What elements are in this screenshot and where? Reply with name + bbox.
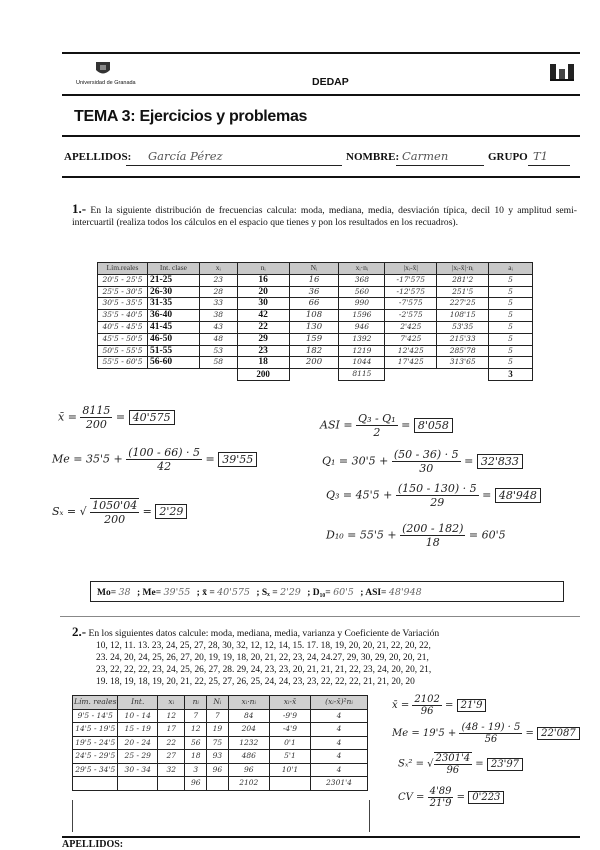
ex1-mean-calc: x̄ = $\frac{8115}{200}$ = 40'575 bbox=[58, 404, 175, 431]
q3-fraction bbox=[396, 482, 479, 509]
ex1-table-row bbox=[98, 274, 533, 286]
median-lhs: Me = 35'5 + bbox=[52, 452, 123, 466]
grupo-line bbox=[528, 165, 570, 166]
ex1-table-cell: 946 bbox=[339, 321, 385, 333]
mean-num: 8115 bbox=[82, 404, 111, 417]
ex1-header-cell: xᵢ bbox=[199, 263, 237, 275]
q3-num: (150 - 130) · 5 bbox=[397, 482, 477, 495]
ex2-total-cell bbox=[207, 777, 229, 791]
ex2-table-row bbox=[73, 723, 368, 737]
d10-den: 18 bbox=[425, 536, 440, 549]
ex1-median-calc: Me = 35'5 + $\frac{(100 - 66) \cdot 5}{42}$ = 39'55 bbox=[52, 446, 257, 473]
ex2-header-cell: Lím. reales bbox=[73, 696, 118, 710]
ex2-table-cell: 12 bbox=[185, 723, 207, 737]
ex2-mean-calc: x̄ = $\frac{2102}{96}$ = 21'9 bbox=[392, 694, 486, 717]
ex1-table-cell: 45'5 - 50'5 bbox=[98, 333, 148, 345]
ex2-total-cell: 96 bbox=[185, 777, 207, 791]
q3-lhs: Q₃ = 45'5 + bbox=[326, 488, 393, 502]
ex2-var-result-box: 23'97 bbox=[487, 758, 523, 771]
ex1-header-cell: Int. clase bbox=[147, 263, 199, 275]
ex1-table-cell: 20 bbox=[237, 286, 289, 298]
ex1-table-cell: 38 bbox=[199, 310, 237, 322]
student-rule bbox=[62, 176, 580, 178]
ex2-table-cell: 96 bbox=[228, 763, 269, 777]
ex1-table-cell: 5 bbox=[489, 357, 533, 369]
q1-result-box: 32'833 bbox=[477, 454, 523, 469]
ex1-table-cell: 5 bbox=[489, 310, 533, 322]
ex2-table-cell: 14'5 - 19'5 bbox=[73, 723, 118, 737]
ex2-var-den: 96 bbox=[446, 765, 460, 776]
ex1-table-cell: 200 bbox=[289, 357, 339, 369]
ex1-table-row bbox=[98, 298, 533, 310]
ex1-header-cell: nᵢ bbox=[237, 263, 289, 275]
university-logo bbox=[92, 60, 114, 78]
ex1-table-row bbox=[98, 333, 533, 345]
ex2-table-cell: 486 bbox=[228, 750, 269, 764]
median-num: (100 - 66) · 5 bbox=[128, 446, 200, 459]
ex2-header-row bbox=[73, 696, 368, 710]
summary-mean-label: ; x̄ = bbox=[196, 588, 215, 598]
ex1-table-cell: 313'65 bbox=[437, 357, 489, 369]
ex1-table-cell: 16 bbox=[237, 274, 289, 286]
ex2-table-cell: 93 bbox=[207, 750, 229, 764]
ex2-header-cell: xᵢ·nᵢ bbox=[228, 696, 269, 710]
ex2-data-line: 23. 24, 20, 24, 25, 26, 27, 20, 19, 19, 18, 20, 21, 22, 23, 24, 24.27, 29, 30, 29, 20, 20, 21, bbox=[96, 653, 429, 663]
d10-fraction bbox=[400, 522, 465, 549]
sd-fraction bbox=[90, 498, 139, 526]
ex1-table-cell: 22 bbox=[237, 321, 289, 333]
ex2-table-cell: 4 bbox=[311, 736, 368, 750]
ex1-table-cell: 12'425 bbox=[385, 345, 437, 357]
ex1-table-cell: 20'5 - 25'5 bbox=[98, 274, 148, 286]
ex1-table-cell: 66 bbox=[289, 298, 339, 310]
ex2-text: En los siguientes datos calcule: moda, mediana, media, varianza y Coeficiente de Variación bbox=[88, 628, 440, 639]
ex2-data-line: 19. 18, 19, 18, 19, 20, 21, 22, 25, 27, 26, 25, 24, 24, 23, 23, 22, 22, 22, 21, 21, 20, 20 bbox=[96, 677, 415, 687]
q3-den: 29 bbox=[430, 496, 445, 509]
ex1-total-cell bbox=[437, 369, 489, 381]
ex2-cv-den: 21'9 bbox=[429, 798, 452, 809]
ex2-header-cell: nᵢ bbox=[185, 696, 207, 710]
ex1-summary-box bbox=[90, 581, 564, 602]
ex1-table-cell: 5 bbox=[489, 321, 533, 333]
page-title: TEMA 3: Ejercicios y problemas bbox=[74, 108, 308, 125]
ex2-mean-result-box: 21'9 bbox=[457, 699, 487, 712]
ex2-table-cell: -9'9 bbox=[269, 709, 310, 723]
ex1-table-cell: 58 bbox=[199, 357, 237, 369]
mean-lhs: x̄ = bbox=[58, 410, 77, 424]
ex1-table-cell: -2'575 bbox=[385, 310, 437, 322]
ex2-header-cell: Nᵢ bbox=[207, 696, 229, 710]
ex2-number: 2.- bbox=[72, 624, 87, 639]
ex2-table-cell: 5'1 bbox=[269, 750, 310, 764]
university-name: Universidad de Granada bbox=[76, 80, 136, 86]
grupo-value[interactable]: T1 bbox=[533, 149, 548, 163]
sd-den: 200 bbox=[104, 513, 126, 526]
ex2-table-cell: 4 bbox=[311, 750, 368, 764]
summary-mo-label: Mo= bbox=[97, 588, 117, 598]
ex1-q1-calc: Q₁ = 30'5 + $\frac{(50 - 36) \cdot 5}{30}$ = 32'833 bbox=[322, 448, 523, 475]
ex2-mean-num: 2102 bbox=[414, 694, 440, 705]
ex2-table-cell: 25 - 29 bbox=[118, 750, 158, 764]
ex2-table-cell: 15 - 19 bbox=[118, 723, 158, 737]
ex2-median-num: (48 - 19) · 5 bbox=[461, 722, 521, 733]
ex1-table-cell: 42 bbox=[237, 310, 289, 322]
ex2-statement bbox=[72, 626, 577, 640]
top-rule bbox=[62, 52, 580, 54]
title-rule bbox=[62, 135, 580, 137]
ex1-total-cell bbox=[385, 369, 437, 381]
ex1-table-cell: 33 bbox=[199, 298, 237, 310]
ex2-table-row bbox=[73, 736, 368, 750]
ex1-header-cell: |xᵢ-x̄| bbox=[385, 263, 437, 275]
ex1-table-cell: 28 bbox=[199, 286, 237, 298]
ex2-table-cell: 56 bbox=[185, 736, 207, 750]
summary-asi-value: 48'948 bbox=[388, 587, 422, 598]
apellidos-line bbox=[126, 165, 342, 166]
ex1-table-cell: 5 bbox=[489, 333, 533, 345]
ex2-mean-fraction bbox=[412, 694, 441, 717]
ex2-table-cell: 20 - 24 bbox=[118, 736, 158, 750]
ex2-header-cell: xᵢ bbox=[158, 696, 185, 710]
ex2-cv-fraction bbox=[428, 786, 454, 809]
ex1-header-cell: Lím.reales bbox=[98, 263, 148, 275]
ex2-var-calc: Sₓ² = √ $\frac{2301'4}{96}$ = 23'97 bbox=[398, 752, 523, 776]
ex2-table-cell: 75 bbox=[207, 736, 229, 750]
median-result-box: 39'55 bbox=[218, 452, 257, 467]
ex1-table-cell: 41-45 bbox=[147, 321, 199, 333]
ex1-table-row bbox=[98, 357, 533, 369]
ex1-table-cell: 1596 bbox=[339, 310, 385, 322]
ex2-var-lhs: Sₓ² = bbox=[398, 758, 424, 770]
ex2-total-cell bbox=[118, 777, 158, 791]
ex1-table-cell: 215'33 bbox=[437, 333, 489, 345]
ex1-table bbox=[97, 262, 533, 381]
ex1-table-cell: 16 bbox=[289, 274, 339, 286]
ex1-table-cell: 7'425 bbox=[385, 333, 437, 345]
ex1-table-cell: 23 bbox=[199, 274, 237, 286]
ex1-table-cell: 18 bbox=[237, 357, 289, 369]
ex2-table bbox=[72, 695, 368, 791]
ex1-table-cell: 36-40 bbox=[147, 310, 199, 322]
ex1-table-cell: 53'35 bbox=[437, 321, 489, 333]
ex1-table-cell: 108 bbox=[289, 310, 339, 322]
ex1-table-cell: -12'575 bbox=[385, 286, 437, 298]
ex2-table-cell: 19'5 - 24'5 bbox=[73, 736, 118, 750]
ex2-table-row bbox=[73, 709, 368, 723]
ex2-table-cell: 9'5 - 14'5 bbox=[73, 709, 118, 723]
ex2-table-cell: 7 bbox=[185, 709, 207, 723]
median-fraction bbox=[126, 446, 202, 473]
ex1-table-cell: 51-55 bbox=[147, 345, 199, 357]
ex1-table-cell: 29 bbox=[237, 333, 289, 345]
ex2-cv-result-box: 0'223 bbox=[468, 791, 504, 804]
ex2-table-cell: 12 bbox=[158, 709, 185, 723]
ex1-total-row bbox=[98, 369, 533, 381]
ex2-table-cell: 17 bbox=[158, 723, 185, 737]
ex2-table-cell: 29'5 - 34'5 bbox=[73, 763, 118, 777]
asi-den: 2 bbox=[373, 426, 381, 439]
mean-den: 200 bbox=[85, 418, 107, 431]
ex1-table-cell: 25'5 - 30'5 bbox=[98, 286, 148, 298]
asi-fraction bbox=[356, 412, 398, 439]
ex2-median-calc: Me = 19'5 + $\frac{(48 - 19) \cdot 5}{56}$ = 22'087 bbox=[392, 722, 580, 745]
ex1-table-cell: 46-50 bbox=[147, 333, 199, 345]
ex1-table-cell: 1392 bbox=[339, 333, 385, 345]
ex2-median-den: 56 bbox=[484, 734, 498, 745]
ex1-total-cell bbox=[98, 369, 148, 381]
summary-mo-value: 38 bbox=[118, 587, 131, 598]
ex1-total-cell bbox=[289, 369, 339, 381]
sd-lhs: Sₓ = √ bbox=[52, 505, 87, 518]
ex2-table-cell: 96 bbox=[207, 763, 229, 777]
footer-apellidos-label: APELLIDOS: bbox=[62, 839, 124, 850]
ex2-median-result-box: 22'087 bbox=[537, 727, 580, 740]
ex2-table-cell: 22 bbox=[158, 736, 185, 750]
ex1-header-cell: |xᵢ-x̄|·nᵢ bbox=[437, 263, 489, 275]
d10-num: (200 - 182) bbox=[402, 522, 464, 535]
ex2-table-cell: 0'1 bbox=[269, 736, 310, 750]
mean-fraction bbox=[80, 404, 112, 431]
ex2-var-num: 2301'4 bbox=[435, 753, 471, 764]
ex1-table-cell: 368 bbox=[339, 274, 385, 286]
footer-rule bbox=[62, 836, 580, 838]
ex1-table-row bbox=[98, 310, 533, 322]
ex1-text: En la siguiente distribución de frecuencias calcula: moda, mediana, media, desviación típica, decil 10 y amplitud semi-intercuartil (realiza todos los cálculos en el espacio que tienes y pon los resultados en los recuadros). bbox=[72, 205, 577, 228]
d10-result: = 60'5 bbox=[468, 528, 506, 542]
ex1-sd-calc: Sₓ = √ $\frac{1050'04}{200}$ = 2'29 bbox=[52, 498, 187, 526]
ex1-table-cell: -7'575 bbox=[385, 298, 437, 310]
ex1-table-cell: 285'78 bbox=[437, 345, 489, 357]
ex1-q3-calc: Q₃ = 45'5 + $\frac{(150 - 130) \cdot 5}{29}$ = 48'948 bbox=[326, 482, 541, 509]
summary-d10-label: ; D₁₀= bbox=[307, 588, 331, 598]
ex1-number: 1.- bbox=[72, 201, 87, 216]
ex2-data bbox=[96, 640, 580, 688]
ex1-table-cell: 990 bbox=[339, 298, 385, 310]
ex1-table-row bbox=[98, 321, 533, 333]
ex2-median-fraction bbox=[459, 722, 522, 745]
ex1-table-cell: 1044 bbox=[339, 357, 385, 369]
q1-den: 30 bbox=[419, 462, 434, 475]
ex2-table-cell: 10'1 bbox=[269, 763, 310, 777]
nombre-value[interactable]: Carmen bbox=[402, 149, 449, 163]
summary-me-value: 39'55 bbox=[163, 587, 191, 598]
ex1-total-cell bbox=[147, 369, 199, 381]
dept-label: DEDAP bbox=[312, 76, 349, 88]
nombre-line bbox=[396, 165, 484, 166]
d10-lhs: D₁₀ = 55'5 + bbox=[326, 528, 397, 542]
ex1-header-cell: aᵢ bbox=[489, 263, 533, 275]
dept-logo bbox=[548, 62, 576, 82]
ex1-table-cell: 108'15 bbox=[437, 310, 489, 322]
ex2-table-cell: 18 bbox=[185, 750, 207, 764]
ex1-table-cell: 2'425 bbox=[385, 321, 437, 333]
ex1-total-cell: 8115 bbox=[339, 369, 385, 381]
sd-result-box: 2'29 bbox=[155, 504, 187, 519]
ex1-table-cell: 182 bbox=[289, 345, 339, 357]
ex1-table-cell: 281'2 bbox=[437, 274, 489, 286]
summary-asi-label: ; ASI= bbox=[360, 588, 387, 598]
ex1-table-cell: 36 bbox=[289, 286, 339, 298]
ex1-header-cell: Nᵢ bbox=[289, 263, 339, 275]
q3-result-box: 48'948 bbox=[495, 488, 541, 503]
ex2-cv-lhs: CV = bbox=[398, 792, 425, 803]
ex1-table-cell: 43 bbox=[199, 321, 237, 333]
ex2-table-cell: 4 bbox=[311, 709, 368, 723]
ex1-table-cell: 56-60 bbox=[147, 357, 199, 369]
ex1-table-cell: 35'5 - 40'5 bbox=[98, 310, 148, 322]
ex2-cv-calc: CV = $\frac{4'89}{21'9}$ = 0'223 bbox=[398, 786, 504, 809]
ex2-total-cell bbox=[158, 777, 185, 791]
ex1-statement bbox=[72, 203, 577, 228]
ex1-table-cell: 30'5 - 35'5 bbox=[98, 298, 148, 310]
ex2-data-line: 23, 22, 22, 22, 23, 24, 25, 26, 27, 28. 29, 24, 23, 23, 20, 21, 21, 21, 22, 23, 24, 20, 20, 21, bbox=[96, 665, 432, 675]
ex2-total-cell bbox=[269, 777, 310, 791]
ex1-table-cell: 1219 bbox=[339, 345, 385, 357]
ex1-table-cell: 17'425 bbox=[385, 357, 437, 369]
ex2-mean-den: 96 bbox=[420, 706, 434, 717]
mean-result-box: 40'575 bbox=[129, 410, 175, 425]
grupo-label: GRUPO bbox=[488, 151, 528, 163]
ex1-table-cell: 31-35 bbox=[147, 298, 199, 310]
ex2-header-cell: xᵢ-x̄ bbox=[269, 696, 310, 710]
ex2-total-cell bbox=[73, 777, 118, 791]
asi-num: Q₃ - Q₁ bbox=[358, 412, 396, 425]
ex1-table-cell: 53 bbox=[199, 345, 237, 357]
ex1-table-cell: 55'5 - 60'5 bbox=[98, 357, 148, 369]
ex2-header-cell: Int. bbox=[118, 696, 158, 710]
ex2-table-cell: 7 bbox=[207, 709, 229, 723]
ex1-table-cell: 227'25 bbox=[437, 298, 489, 310]
ex1-table-cell: 5 bbox=[489, 345, 533, 357]
ex1-total-cell: 200 bbox=[237, 369, 289, 381]
ex1-table-cell: -17'575 bbox=[385, 274, 437, 286]
ex2-table-cell: 4 bbox=[311, 723, 368, 737]
ex1-table-cell: 251'5 bbox=[437, 286, 489, 298]
q1-lhs: Q₁ = 30'5 + bbox=[322, 454, 389, 468]
q1-fraction bbox=[392, 448, 461, 475]
ex1-table-cell: 5 bbox=[489, 298, 533, 310]
ex1-table-cell: 26-30 bbox=[147, 286, 199, 298]
ex1-header-cell: xᵢ·nᵢ bbox=[339, 263, 385, 275]
ex1-table-cell: 5 bbox=[489, 274, 533, 286]
ex1-table-cell: 21-25 bbox=[147, 274, 199, 286]
ex1-total-cell bbox=[199, 369, 237, 381]
ex1-table-cell: 50'5 - 55'5 bbox=[98, 345, 148, 357]
apellidos-label: APELLIDOS: bbox=[64, 151, 132, 163]
ex1-table-cell: 130 bbox=[289, 321, 339, 333]
ex2-table-cell: 24'5 - 29'5 bbox=[73, 750, 118, 764]
ex2-table-cell: 10 - 14 bbox=[118, 709, 158, 723]
ex2-table-cell: 27 bbox=[158, 750, 185, 764]
ex1-table-cell: 48 bbox=[199, 333, 237, 345]
ex2-table-row bbox=[73, 763, 368, 777]
ex2-total-cell: 2102 bbox=[228, 777, 269, 791]
ex2-table-cell: 204 bbox=[228, 723, 269, 737]
dept-logo-icon bbox=[548, 62, 576, 82]
ex1-table-cell: 40'5 - 45'5 bbox=[98, 321, 148, 333]
nombre-label: NOMBRE: bbox=[346, 151, 400, 163]
ex1-d10-calc bbox=[326, 522, 506, 549]
ex1-table-row bbox=[98, 286, 533, 298]
ex1-table-cell: 5 bbox=[489, 286, 533, 298]
ex2-table-empty-area bbox=[72, 800, 370, 832]
summary-sx-label: ; Sₓ = bbox=[256, 588, 278, 598]
asi-result-box: 8'058 bbox=[414, 418, 453, 433]
ex2-table-cell: 30 - 34 bbox=[118, 763, 158, 777]
q1-num: (50 - 36) · 5 bbox=[393, 448, 459, 461]
sd-num: 1050'04 bbox=[92, 499, 138, 512]
ex1-table-row bbox=[98, 345, 533, 357]
ex2-data-line: 10, 12, 11. 13. 23, 24, 25, 27, 28, 30, 32, 12, 12, 14, 15. 17. 18, 19, 20, 20, 21, 22, 20, 22, bbox=[96, 641, 431, 651]
ex1-table-cell: 23 bbox=[237, 345, 289, 357]
ex2-table-cell: 3 bbox=[185, 763, 207, 777]
ex1-table-cell: 159 bbox=[289, 333, 339, 345]
apellidos-value[interactable]: García Pérez bbox=[148, 149, 223, 163]
ex2-table-cell: 19 bbox=[207, 723, 229, 737]
summary-me-label: ; Me= bbox=[136, 588, 162, 598]
ex1-divider bbox=[60, 616, 580, 617]
ex2-table-cell: 32 bbox=[158, 763, 185, 777]
summary-mean-value: 40'575 bbox=[217, 587, 250, 598]
ex2-header-cell: (xᵢ-x̄)²nᵢ bbox=[311, 696, 368, 710]
ex2-var-fraction bbox=[434, 752, 473, 776]
ex2-median-lhs: Me = 19'5 + bbox=[392, 728, 457, 739]
ex2-table-cell: -4'9 bbox=[269, 723, 310, 737]
ex2-table-row bbox=[73, 750, 368, 764]
ex2-table-cell: 84 bbox=[228, 709, 269, 723]
ex2-mean-lhs: x̄ = bbox=[392, 700, 410, 711]
summary-d10-value: 60'5 bbox=[333, 587, 354, 598]
ex1-table-cell: 560 bbox=[339, 286, 385, 298]
crest-icon bbox=[92, 60, 114, 78]
ex1-header-row bbox=[98, 263, 533, 275]
ex1-table-cell: 30 bbox=[237, 298, 289, 310]
asi-lhs: ASI = bbox=[320, 418, 353, 432]
ex2-cv-num: 4'89 bbox=[429, 786, 452, 797]
ex2-table-cell: 4 bbox=[311, 763, 368, 777]
ex1-asi-calc: ASI = $\frac{\text{Q₃ - Q₁}}{2}$ = 8'058 bbox=[320, 412, 453, 439]
ex1-total-cell: 3 bbox=[489, 369, 533, 381]
ex2-total-cell: 2301'4 bbox=[311, 777, 368, 791]
ex2-table-cell: 1232 bbox=[228, 736, 269, 750]
ex2-total-row bbox=[73, 777, 368, 791]
summary-sx-value: 2'29 bbox=[280, 587, 301, 598]
header-rule bbox=[62, 94, 580, 96]
median-den: 42 bbox=[157, 460, 172, 473]
